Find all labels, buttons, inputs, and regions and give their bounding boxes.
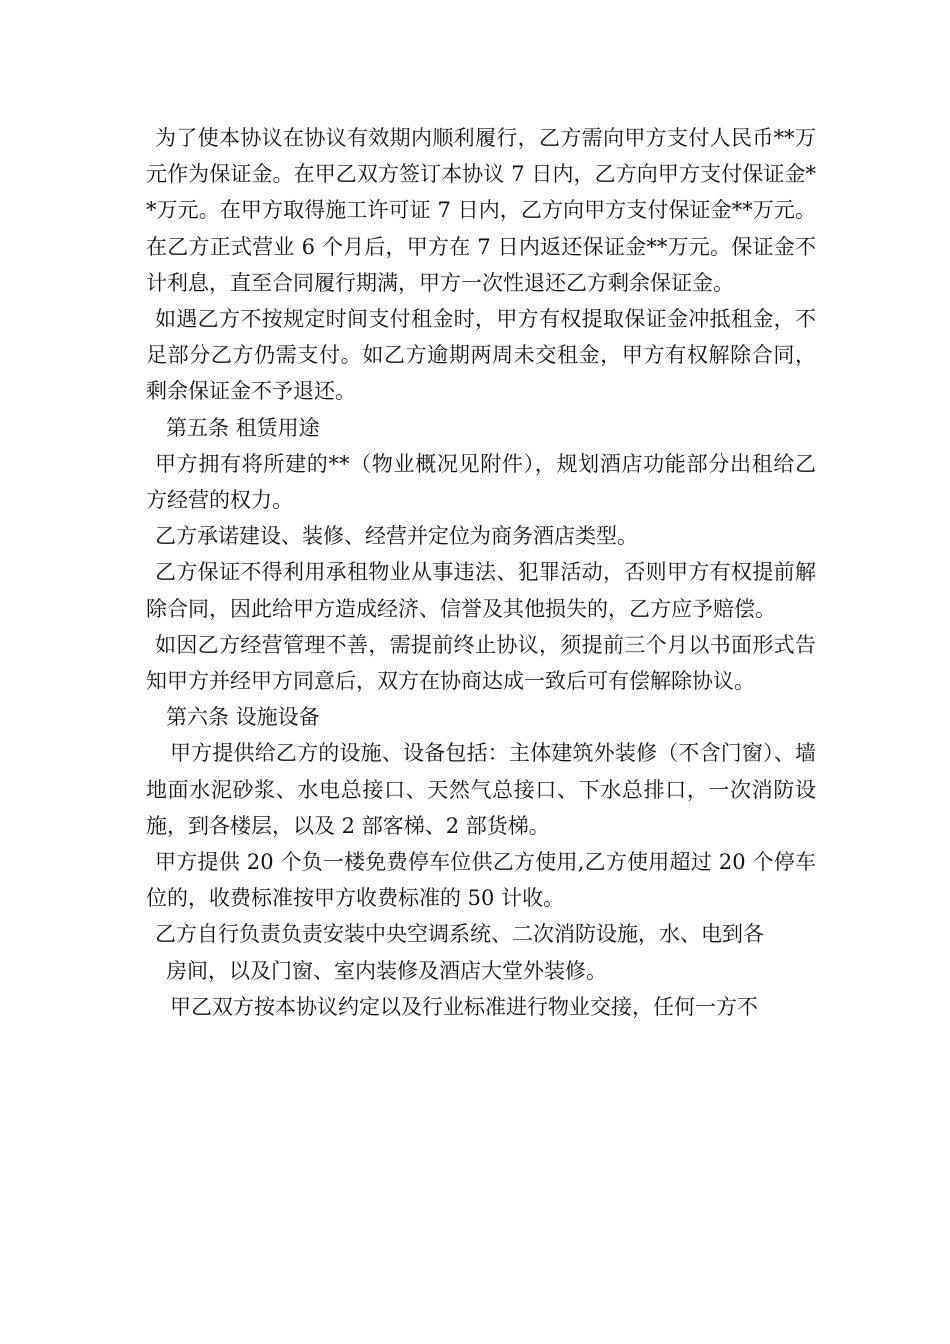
- document-body: [146, 120, 816, 1025]
- paragraph-hotel-type: 乙方承诺建设、装修、经营并定位为商务酒店类型。: [155, 524, 638, 549]
- paragraph-deposit: 为了使本协议在协议有效期内顺利履行，乙方需向甲方支付人民币**万元作为保证金。在甲乙双方签订本协议 7 日内，乙方向甲方支付保证金**万元。在甲方取得施工许可证 7 日内，乙方向甲方支付保证金**万元。在乙方正式营业 6 个月后，甲方在 7 日内返还保证金**万元。保证金不计利息，直至合同履行期满，甲方一次性退还乙方剩余保证金。: [146, 126, 816, 295]
- heading-article-6: 第六条 设施设备: [166, 705, 320, 730]
- paragraph-hvac: 乙方自行负责负责安装中央空调系统、二次消防设施，水、电到各: [155, 922, 764, 947]
- paragraph-handover: 甲乙双方按本协议约定以及行业标准进行物业交接，任何一方不: [170, 994, 758, 1019]
- paragraph-late-rent: 如遇乙方不按规定时间支付租金时，甲方有权提取保证金冲抵租金，不足部分乙方仍需支付。如乙方逾期两周未交租金，甲方有权解除合同，剩余保证金不予退还。: [146, 307, 816, 404]
- paragraph-legal-use: 乙方保证不得利用承租物业从事违法、犯罪活动，否则甲方有权提前解除合同，因此给甲方造成经济、信誉及其他损失的，乙方应予赔偿。: [146, 560, 816, 621]
- heading-article-5: 第五条 租赁用途: [166, 415, 320, 440]
- paragraph-lease-rights: 甲方拥有将所建的**（物业概况见附件），规划酒店功能部分出租给乙方经营的权力。: [146, 451, 816, 513]
- paragraph-rooms: 房间，以及门窗、室内装修及酒店大堂外装修。: [166, 958, 607, 983]
- paragraph-early-termination: 如因乙方经营管理不善，需提前终止协议，须提前三个月以书面形式告知甲方并经甲方同意后，双方在协商达成一致后可有偿解除协议。: [146, 632, 816, 694]
- paragraph-facilities: 甲方提供给乙方的设施、设备包括：主体建筑外装修（不含门窗）、墙地面水泥砂浆、水电总接口、天然气总接口、下水总排口，一次消防设施，到各楼层，以及 2 部客梯、2 部货梯。: [146, 741, 816, 838]
- paragraph-parking: 甲方提供 20 个负一楼免费停车位供乙方使用,乙方使用超过 20 个停车位的，收费标准按甲方收费标准的 50 计收。: [146, 850, 816, 911]
